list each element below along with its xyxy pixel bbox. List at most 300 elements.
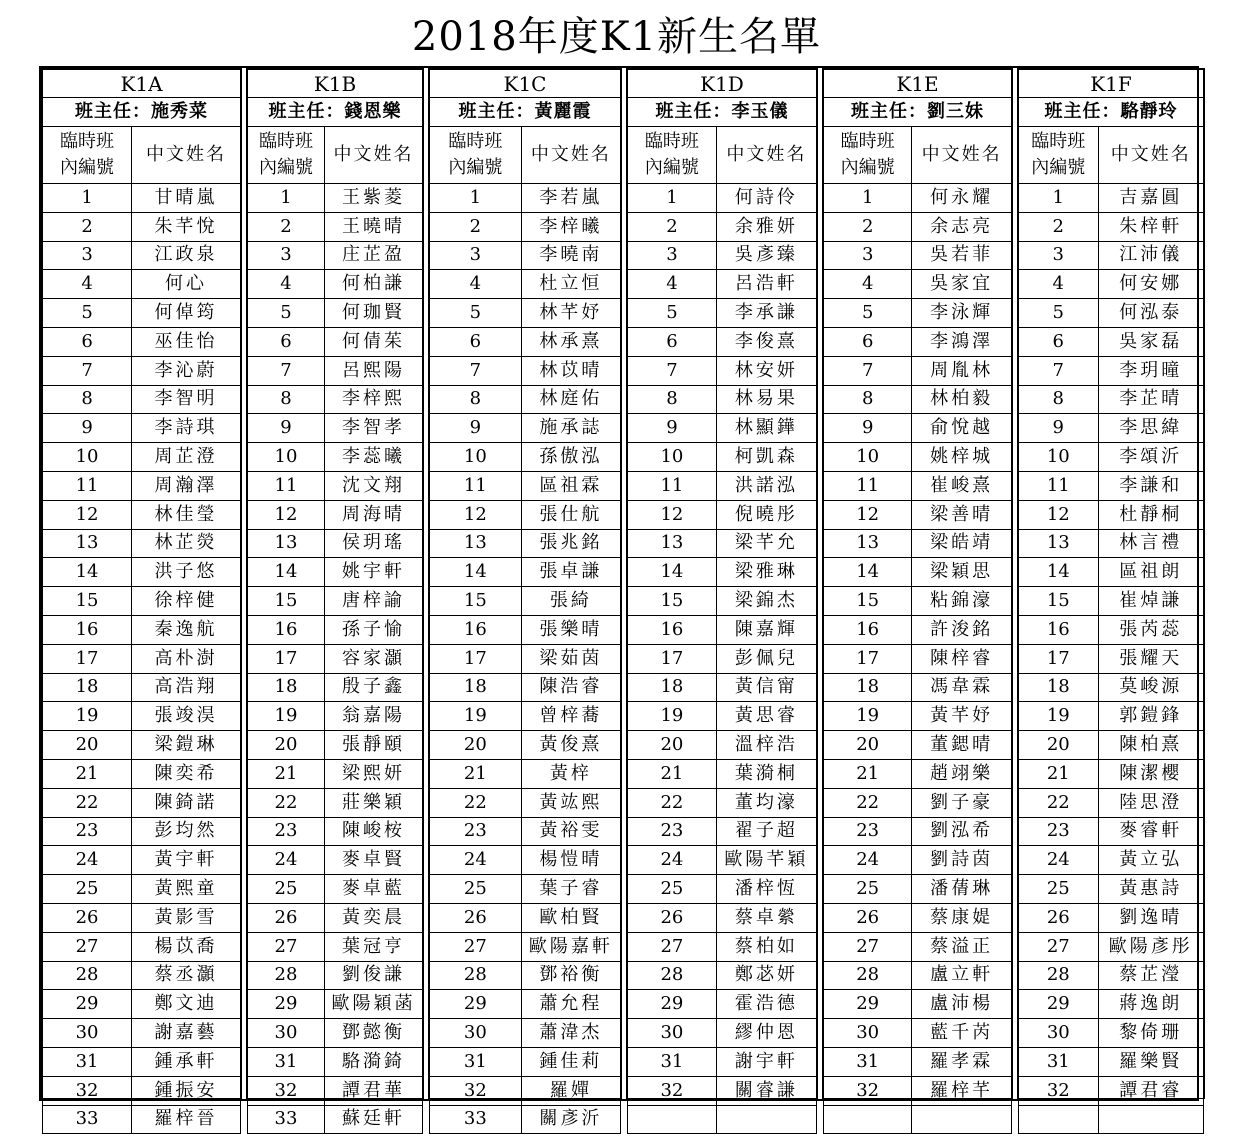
student-name: 李玥曈 <box>1098 356 1203 385</box>
table-row <box>430 212 621 241</box>
student-name: 黃芊妤 <box>912 702 1012 731</box>
class-table <box>429 69 621 1134</box>
student-name: 李頌沂 <box>1098 443 1203 472</box>
table-row <box>1019 932 1204 961</box>
student-number: 16 <box>824 615 912 644</box>
table-row <box>43 932 241 961</box>
student-number: 19 <box>824 702 912 731</box>
table-row <box>1019 414 1204 443</box>
student-number: 13 <box>1019 529 1099 558</box>
table-row <box>430 1105 621 1134</box>
student-name: 劉俊謙 <box>325 961 423 990</box>
student-number: 13 <box>430 529 522 558</box>
student-number: 1 <box>248 184 325 213</box>
table-row <box>430 759 621 788</box>
student-name: 呂浩軒 <box>716 270 816 299</box>
student-name: 鄭苾妍 <box>716 961 816 990</box>
student-number: 5 <box>824 299 912 328</box>
student-number: 18 <box>248 673 325 702</box>
table-row <box>248 615 423 644</box>
student-number: 32 <box>430 1076 522 1105</box>
student-number: 21 <box>628 759 717 788</box>
student-name: 張靜頤 <box>325 731 423 760</box>
table-row <box>248 817 423 846</box>
table-row <box>248 500 423 529</box>
table-row <box>824 327 1012 356</box>
table-row <box>43 731 241 760</box>
class-table <box>823 69 1012 1134</box>
student-number: 15 <box>430 587 522 616</box>
table-row <box>1019 500 1204 529</box>
student-number: 4 <box>430 270 522 299</box>
student-name: 莊樂穎 <box>325 788 423 817</box>
student-number: 14 <box>43 558 132 587</box>
table-row <box>628 1019 817 1048</box>
table-row <box>628 414 817 443</box>
student-name: 李泳輝 <box>912 299 1012 328</box>
table-row <box>43 759 241 788</box>
table-row <box>628 702 817 731</box>
student-name: 黃立弘 <box>1098 846 1203 875</box>
student-number: 25 <box>1019 875 1099 904</box>
column-header-row <box>430 127 621 184</box>
student-name: 陳梓睿 <box>912 644 1012 673</box>
column-header-number <box>824 127 912 184</box>
student-name: 江政泉 <box>132 241 241 270</box>
student-name: 黃惠詩 <box>1098 875 1203 904</box>
student-number: 15 <box>824 587 912 616</box>
table-row <box>824 644 1012 673</box>
student-number: 26 <box>43 903 132 932</box>
column-header-number <box>248 127 325 184</box>
table-row <box>628 932 817 961</box>
column-header-number <box>430 127 522 184</box>
table-row <box>824 875 1012 904</box>
table-row <box>824 759 1012 788</box>
student-number: 17 <box>1019 644 1099 673</box>
teacher-row <box>248 98 423 127</box>
student-number: 9 <box>824 414 912 443</box>
student-name: 彭佩兒 <box>716 644 816 673</box>
table-row <box>1019 702 1204 731</box>
table-row <box>824 932 1012 961</box>
student-name: 張兆銘 <box>521 529 620 558</box>
student-number: 29 <box>248 990 325 1019</box>
table-row <box>43 875 241 904</box>
table-row <box>43 817 241 846</box>
table-row <box>43 961 241 990</box>
student-number: 29 <box>628 990 717 1019</box>
table-row <box>43 990 241 1019</box>
table-row <box>43 1047 241 1076</box>
table-row <box>1019 731 1204 760</box>
class-block-k1c <box>428 68 622 1130</box>
class-code-row <box>824 70 1012 98</box>
student-name: 何永耀 <box>912 184 1012 213</box>
student-name: 梁皓靖 <box>912 529 1012 558</box>
student-name: 麥卓藍 <box>325 875 423 904</box>
student-number: 3 <box>43 241 132 270</box>
student-name: 劉詩茵 <box>912 846 1012 875</box>
table-row <box>1019 184 1204 213</box>
student-number: 5 <box>628 299 717 328</box>
student-name: 林苡晴 <box>521 356 620 385</box>
student-name: 何倩茱 <box>325 327 423 356</box>
student-number: 13 <box>824 529 912 558</box>
table-row <box>248 731 423 760</box>
table-row <box>628 241 817 270</box>
student-name: 江沛儀 <box>1098 241 1203 270</box>
student-name: 曾梓蕎 <box>521 702 620 731</box>
student-name: 林言禮 <box>1098 529 1203 558</box>
student-name: 林承熹 <box>521 327 620 356</box>
student-name: 王紫菱 <box>325 184 423 213</box>
student-name: 葉子睿 <box>521 875 620 904</box>
table-row <box>248 644 423 673</box>
column-header-name: 中文姓名 <box>132 127 241 184</box>
student-number: 12 <box>43 500 132 529</box>
student-number: 2 <box>248 212 325 241</box>
student-name: 何詩伶 <box>716 184 816 213</box>
student-number: 20 <box>43 731 132 760</box>
student-number: 27 <box>430 932 522 961</box>
student-number: 33 <box>248 1105 325 1134</box>
table-row <box>430 903 621 932</box>
table-row <box>628 903 817 932</box>
student-name: 陳奕希 <box>132 759 241 788</box>
table-row <box>824 1105 1012 1134</box>
table-row <box>1019 1019 1204 1048</box>
student-number: 12 <box>1019 500 1099 529</box>
student-number: 32 <box>824 1076 912 1105</box>
table-row <box>248 990 423 1019</box>
student-name: 董均濠 <box>716 788 816 817</box>
column-header-number <box>1019 127 1099 184</box>
table-row <box>824 615 1012 644</box>
class-code: K1F <box>1019 70 1204 98</box>
column-header-number-line2: 內編號 <box>644 157 699 178</box>
student-number: 31 <box>430 1047 522 1076</box>
student-number: 26 <box>628 903 717 932</box>
student-number: 11 <box>43 471 132 500</box>
table-row <box>248 961 423 990</box>
table-row <box>628 673 817 702</box>
student-name: 何珈賢 <box>325 299 423 328</box>
student-number: 2 <box>430 212 522 241</box>
table-row <box>43 299 241 328</box>
table-row <box>430 673 621 702</box>
class-code-row <box>1019 70 1204 98</box>
student-number: 10 <box>824 443 912 472</box>
table-row <box>430 558 621 587</box>
student-name: 姚梓城 <box>912 443 1012 472</box>
student-name: 張仕航 <box>521 500 620 529</box>
table-row <box>1019 1076 1204 1105</box>
student-name: 余雅妍 <box>716 212 816 241</box>
table-row <box>43 356 241 385</box>
student-name: 彭均然 <box>132 817 241 846</box>
student-number: 18 <box>824 673 912 702</box>
table-row <box>248 673 423 702</box>
student-number: 21 <box>430 759 522 788</box>
student-number: 22 <box>1019 788 1099 817</box>
student-name: 歐柏賢 <box>521 903 620 932</box>
student-name: 黎倚珊 <box>1098 1019 1203 1048</box>
student-number: 30 <box>824 1019 912 1048</box>
student-number: 23 <box>824 817 912 846</box>
student-number: 11 <box>248 471 325 500</box>
table-row <box>1019 443 1204 472</box>
table-row <box>430 1047 621 1076</box>
student-number: 6 <box>43 327 132 356</box>
student-name: 葉漪桐 <box>716 759 816 788</box>
table-row <box>628 817 817 846</box>
student-name: 鍾佳莉 <box>521 1047 620 1076</box>
student-number: 28 <box>1019 961 1099 990</box>
table-row <box>248 1105 423 1134</box>
column-header-name: 中文姓名 <box>716 127 816 184</box>
table-row <box>248 759 423 788</box>
student-name: 張卓謙 <box>521 558 620 587</box>
student-name: 潘蒨琳 <box>912 875 1012 904</box>
column-header-row <box>43 127 241 184</box>
table-row <box>824 788 1012 817</box>
table-row <box>430 702 621 731</box>
student-name: 張耀天 <box>1098 644 1203 673</box>
class-teacher: 班主任：李玉儀 <box>628 98 817 127</box>
student-number: 24 <box>824 846 912 875</box>
table-row <box>824 443 1012 472</box>
student-number: 32 <box>1019 1076 1099 1105</box>
student-name: 周瀚澤 <box>132 471 241 500</box>
class-code-row <box>248 70 423 98</box>
column-header-number-line1: 臨時班 <box>644 131 699 152</box>
teacher-row <box>43 98 241 127</box>
table-row <box>628 385 817 414</box>
student-number: 30 <box>628 1019 717 1048</box>
student-name: 盧立軒 <box>912 961 1012 990</box>
student-number: 25 <box>824 875 912 904</box>
table-row <box>43 903 241 932</box>
student-name: 陳柏熹 <box>1098 731 1203 760</box>
student-name: 張竣淏 <box>132 702 241 731</box>
table-row <box>824 558 1012 587</box>
class-code: K1E <box>824 70 1012 98</box>
student-number: 27 <box>824 932 912 961</box>
table-row <box>43 788 241 817</box>
table-row <box>628 558 817 587</box>
student-number: 12 <box>248 500 325 529</box>
table-row <box>628 846 817 875</box>
table-row <box>1019 875 1204 904</box>
student-name: 林易果 <box>716 385 816 414</box>
table-row <box>1019 270 1204 299</box>
student-number: 23 <box>628 817 717 846</box>
student-name: 何安娜 <box>1098 270 1203 299</box>
student-name: 高浩翔 <box>132 673 241 702</box>
teacher-row <box>1019 98 1204 127</box>
table-row <box>1019 817 1204 846</box>
class-table <box>42 69 241 1134</box>
table-row <box>248 1047 423 1076</box>
student-number: 4 <box>824 270 912 299</box>
student-number: 20 <box>628 731 717 760</box>
class-code: K1D <box>628 70 817 98</box>
table-row <box>430 1076 621 1105</box>
student-number: 26 <box>1019 903 1099 932</box>
student-name <box>1098 1105 1203 1134</box>
student-number: 7 <box>824 356 912 385</box>
table-row <box>248 385 423 414</box>
student-number: 24 <box>628 846 717 875</box>
table-row <box>430 299 621 328</box>
student-name: 何倬筠 <box>132 299 241 328</box>
table-row <box>628 327 817 356</box>
table-row <box>824 990 1012 1019</box>
column-header-number-line1: 臨時班 <box>840 131 895 152</box>
table-row <box>430 471 621 500</box>
student-name: 朱芊悅 <box>132 212 241 241</box>
class-table <box>627 69 817 1134</box>
student-number: 7 <box>248 356 325 385</box>
table-row <box>43 644 241 673</box>
student-number: 14 <box>1019 558 1099 587</box>
student-number: 19 <box>1019 702 1099 731</box>
student-name: 洪諾泓 <box>716 471 816 500</box>
table-row <box>430 529 621 558</box>
student-name: 李芷晴 <box>1098 385 1203 414</box>
table-row <box>628 212 817 241</box>
student-number: 7 <box>43 356 132 385</box>
student-number: 1 <box>824 184 912 213</box>
column-header-number <box>43 127 132 184</box>
table-row <box>430 615 621 644</box>
student-name: 甘晴嵐 <box>132 184 241 213</box>
student-name: 關彥沂 <box>521 1105 620 1134</box>
student-name: 洪子悠 <box>132 558 241 587</box>
table-row <box>824 673 1012 702</box>
table-row <box>824 184 1012 213</box>
student-name: 鍾振安 <box>132 1076 241 1105</box>
table-row <box>824 961 1012 990</box>
student-name: 鄧懿衡 <box>325 1019 423 1048</box>
student-number: 23 <box>430 817 522 846</box>
student-number: 9 <box>1019 414 1099 443</box>
student-number: 16 <box>43 615 132 644</box>
student-number: 10 <box>628 443 717 472</box>
class-block-k1b <box>246 68 424 1130</box>
student-number: 23 <box>248 817 325 846</box>
student-number: 29 <box>430 990 522 1019</box>
student-name: 李蕊曦 <box>325 443 423 472</box>
table-row <box>430 788 621 817</box>
student-name: 梁雅琳 <box>716 558 816 587</box>
student-name: 莫峻源 <box>1098 673 1203 702</box>
table-row <box>430 385 621 414</box>
class-code: K1B <box>248 70 423 98</box>
student-number: 29 <box>1019 990 1099 1019</box>
student-name: 崔焯謙 <box>1098 587 1203 616</box>
student-name: 潘梓恆 <box>716 875 816 904</box>
student-number: 1 <box>628 184 717 213</box>
student-name: 李詩琪 <box>132 414 241 443</box>
table-row <box>43 673 241 702</box>
student-number: 8 <box>248 385 325 414</box>
student-number: 6 <box>430 327 522 356</box>
student-name: 謝嘉藝 <box>132 1019 241 1048</box>
column-header-number-line2: 內編號 <box>448 157 503 178</box>
student-name: 陳潔櫻 <box>1098 759 1203 788</box>
student-name: 黃奕晨 <box>325 903 423 932</box>
table-row <box>628 615 817 644</box>
student-number: 8 <box>43 385 132 414</box>
student-number: 3 <box>430 241 522 270</box>
column-header-row <box>628 127 817 184</box>
student-name: 唐梓諭 <box>325 587 423 616</box>
student-number: 25 <box>248 875 325 904</box>
student-name: 溫梓浩 <box>716 731 816 760</box>
student-name: 林佳瑩 <box>132 500 241 529</box>
student-name: 楊愷晴 <box>521 846 620 875</box>
student-name: 藍千芮 <box>912 1019 1012 1048</box>
table-row <box>43 184 241 213</box>
student-number: 17 <box>43 644 132 673</box>
student-number: 20 <box>248 731 325 760</box>
table-row <box>43 385 241 414</box>
table-row <box>43 587 241 616</box>
student-number: 5 <box>1019 299 1099 328</box>
student-number: 33 <box>43 1105 132 1134</box>
student-name: 翟子超 <box>716 817 816 846</box>
class-code-row <box>43 70 241 98</box>
table-row <box>824 846 1012 875</box>
student-number: 11 <box>1019 471 1099 500</box>
student-number: 21 <box>43 759 132 788</box>
student-name: 林芷熒 <box>132 529 241 558</box>
table-row <box>824 903 1012 932</box>
page-title: 2018年度K1新生名單 <box>411 14 822 60</box>
student-name: 蔣逸朗 <box>1098 990 1203 1019</box>
table-row <box>248 270 423 299</box>
student-name: 秦逸航 <box>132 615 241 644</box>
student-number: 6 <box>1019 327 1099 356</box>
table-row <box>1019 241 1204 270</box>
table-row <box>43 500 241 529</box>
column-header-name: 中文姓名 <box>1098 127 1203 184</box>
student-name: 蕭湋杰 <box>521 1019 620 1048</box>
student-number: 21 <box>248 759 325 788</box>
class-code: K1A <box>43 70 241 98</box>
student-number: 4 <box>248 270 325 299</box>
student-number: 9 <box>43 414 132 443</box>
student-name: 譚君睿 <box>1098 1076 1203 1105</box>
student-number: 2 <box>628 212 717 241</box>
student-number: 1 <box>43 184 132 213</box>
student-name: 歐陽彥彤 <box>1098 932 1203 961</box>
student-name: 李智孝 <box>325 414 423 443</box>
column-header-name: 中文姓名 <box>912 127 1012 184</box>
class-block-k1e <box>822 68 1013 1099</box>
student-name: 陳嘉輝 <box>716 615 816 644</box>
student-name: 吳若菲 <box>912 241 1012 270</box>
student-number: 14 <box>430 558 522 587</box>
student-name: 陳錡諾 <box>132 788 241 817</box>
student-name: 梁茹茵 <box>521 644 620 673</box>
student-name: 蔡卓縈 <box>716 903 816 932</box>
student-name: 梁穎思 <box>912 558 1012 587</box>
table-row <box>628 587 817 616</box>
student-number <box>824 1105 912 1134</box>
